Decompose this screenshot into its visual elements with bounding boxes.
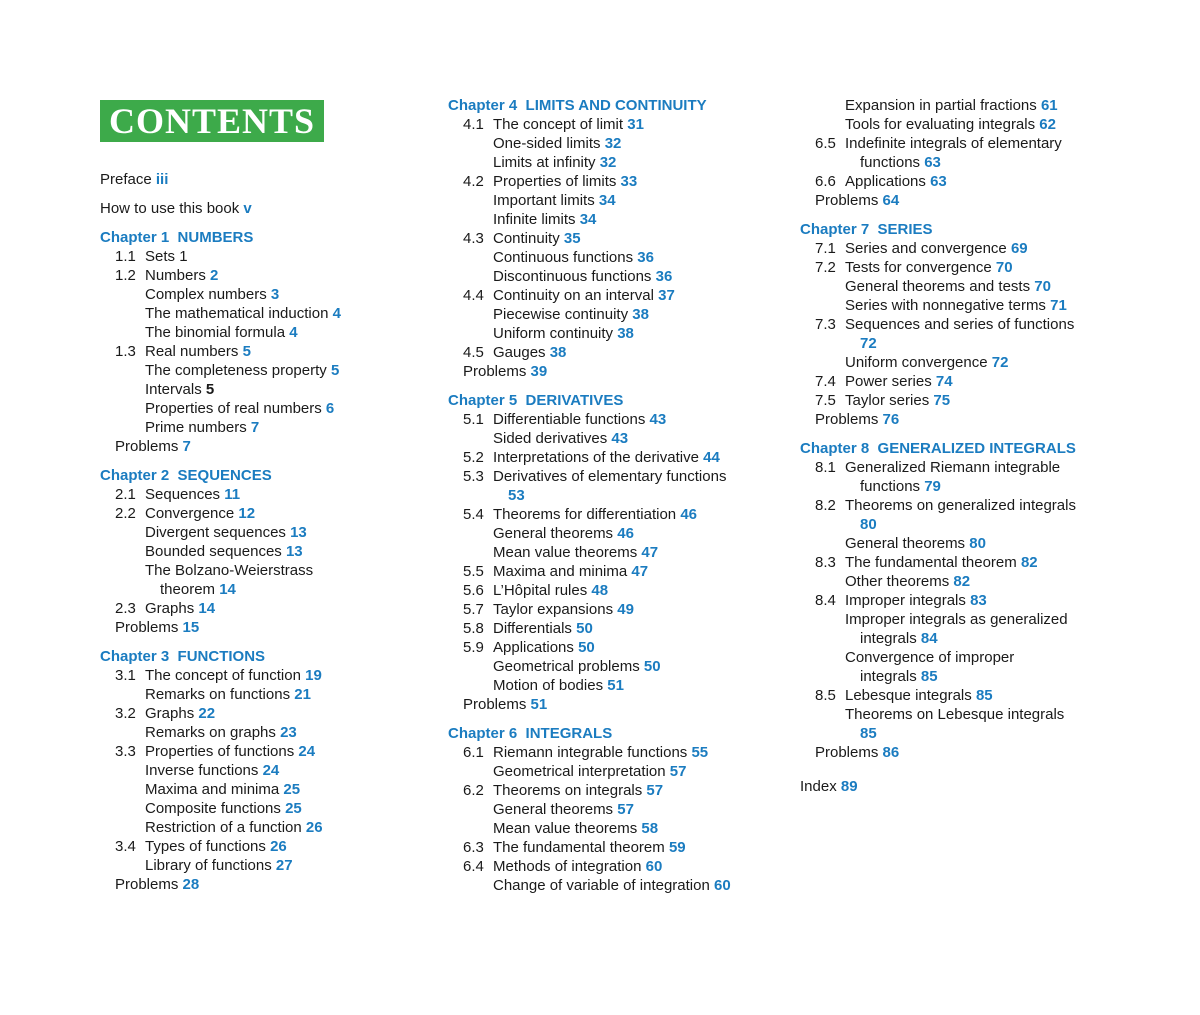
- chapter-heading-7[interactable]: Chapter 7 SERIES: [800, 221, 933, 238]
- toc-section-7-1[interactable]: 7.1 Series and convergence 69: [815, 240, 1028, 257]
- toc-section-2-2[interactable]: 2.2 Convergence 12: [115, 505, 256, 522]
- toc-section-8-5[interactable]: 8.5 Lebesque integrals 85: [815, 687, 993, 704]
- toc-section-6-2[interactable]: 6.2 Theorems on integrals 57: [463, 782, 664, 799]
- toc-subsection[interactable]: The Bolzano-Weierstrass: [145, 562, 314, 579]
- toc-section-8-1[interactable]: 8.1 Generalized Riemann integrable: [815, 459, 1061, 476]
- toc-section-2-1[interactable]: 2.1 Sequences 11: [115, 486, 241, 503]
- toc-section-7-2[interactable]: 7.2 Tests for convergence 70: [815, 259, 1013, 276]
- toc-subsection[interactable]: Continuous functions 36: [493, 249, 654, 266]
- toc-section-continued[interactable]: 72: [860, 335, 877, 352]
- contents-title: CONTENTS: [100, 100, 324, 142]
- toc-column-left: [100, 100, 420, 894]
- toc-subsection[interactable]: Theorems on Lebesque integrals: [845, 706, 1065, 723]
- toc-subsection[interactable]: Convergence of improper: [845, 649, 1015, 666]
- toc-problems[interactable]: Problems 28: [115, 876, 200, 893]
- toc-subsection[interactable]: Important limits 34: [493, 192, 616, 209]
- toc-entry-how-to-use[interactable]: How to use this book v: [100, 200, 252, 217]
- chapter-heading-1[interactable]: Chapter 1 NUMBERS: [100, 229, 254, 246]
- toc-section-7-5[interactable]: 7.5 Taylor series 75: [815, 392, 951, 409]
- toc-section-4-3[interactable]: 4.3 Continuity 35: [463, 230, 581, 247]
- toc-subsection[interactable]: Geometrical interpretation 57: [493, 763, 687, 780]
- toc-section-4-4[interactable]: 4.4 Continuity on an interval 37: [463, 287, 675, 304]
- toc-subsection[interactable]: Complex numbers 3: [145, 286, 280, 303]
- toc-subsection[interactable]: General theorems 46: [493, 525, 634, 542]
- toc-subsection[interactable]: Uniform convergence 72: [845, 354, 1009, 371]
- toc-section-5-3[interactable]: 5.3 Derivatives of elementary functions: [463, 468, 727, 485]
- toc-section-3-3[interactable]: 3.3 Properties of functions 24: [115, 743, 316, 760]
- toc-section-1-1[interactable]: 1.1 Sets 1: [115, 248, 188, 265]
- toc-subsection[interactable]: Geometrical problems 50: [493, 658, 661, 675]
- toc-subsection[interactable]: Sided derivatives 43: [493, 430, 629, 447]
- toc-column-middle: [448, 96, 778, 895]
- toc-subsection[interactable]: Bounded sequences 13: [145, 543, 303, 560]
- toc-entry-index[interactable]: Index 89: [800, 778, 858, 795]
- toc-entry-preface[interactable]: Preface iii: [100, 171, 169, 188]
- toc-subsection[interactable]: Improper integrals as generalized: [845, 611, 1068, 628]
- toc-problems[interactable]: Problems 86: [815, 744, 900, 761]
- toc-subsection[interactable]: The binomial formula 4: [145, 324, 298, 341]
- toc-subsection[interactable]: Limits at infinity 32: [493, 154, 617, 171]
- toc-section-5-8[interactable]: 5.8 Differentials 50: [463, 620, 593, 637]
- toc-section-6-1[interactable]: 6.1 Riemann integrable functions 55: [463, 744, 709, 761]
- toc-subsection[interactable]: Expansion in partial fractions 61: [845, 97, 1058, 114]
- toc-section-5-6[interactable]: 5.6 L’Hôpital rules 48: [463, 582, 609, 599]
- toc-section-5-7[interactable]: 5.7 Taylor expansions 49: [463, 601, 634, 618]
- toc-section-continued[interactable]: functions 63: [860, 154, 941, 171]
- toc-problems[interactable]: Problems 39: [463, 363, 548, 380]
- toc-section-5-9[interactable]: 5.9 Applications 50: [463, 639, 595, 656]
- toc-subsection[interactable]: Piecewise continuity 38: [493, 306, 649, 323]
- toc-section-4-2[interactable]: 4.2 Properties of limits 33: [463, 173, 638, 190]
- toc-section-6-3[interactable]: 6.3 The fundamental theorem 59: [463, 839, 686, 856]
- toc-section-7-4[interactable]: 7.4 Power series 74: [815, 373, 953, 390]
- toc-subsection[interactable]: Mean value theorems 58: [493, 820, 659, 837]
- toc-subsection[interactable]: General theorems and tests 70: [845, 278, 1051, 295]
- toc-section-5-2[interactable]: 5.2 Interpretations of the derivative 44: [463, 449, 720, 466]
- toc-subsection[interactable]: Other theorems 82: [845, 573, 971, 590]
- toc-subsection[interactable]: Uniform continuity 38: [493, 325, 634, 342]
- toc-section-continued[interactable]: 53: [508, 487, 525, 504]
- toc-section-5-5[interactable]: 5.5 Maxima and minima 47: [463, 563, 649, 580]
- toc-section-4-5[interactable]: 4.5 Gauges 38: [463, 344, 567, 361]
- chapter-heading-6[interactable]: Chapter 6 INTEGRALS: [448, 725, 613, 742]
- toc-problems[interactable]: Problems 7: [115, 438, 191, 455]
- toc-subsection[interactable]: Infinite limits 34: [493, 211, 597, 228]
- toc-problems[interactable]: Problems 51: [463, 696, 548, 713]
- toc-section-continued[interactable]: 80: [860, 516, 877, 533]
- toc-section-8-4[interactable]: 8.4 Improper integrals 83: [815, 592, 987, 609]
- toc-subsection[interactable]: Divergent sequences 13: [145, 524, 307, 541]
- toc-section-2-3[interactable]: 2.3 Graphs 14: [115, 600, 216, 617]
- chapter-heading-2[interactable]: Chapter 2 SEQUENCES: [100, 467, 272, 484]
- toc-subsection[interactable]: Library of functions 27: [145, 857, 293, 874]
- toc-section-8-3[interactable]: 8.3 The fundamental theorem 82: [815, 554, 1038, 571]
- toc-subsection-continued[interactable]: integrals 84: [860, 630, 938, 647]
- toc-subsection[interactable]: Series with nonnegative terms 71: [845, 297, 1067, 314]
- toc-subsection[interactable]: The completeness property 5: [145, 362, 340, 379]
- toc-section-5-1[interactable]: 5.1 Differentiable functions 43: [463, 411, 667, 428]
- toc-column-right: [800, 96, 1120, 796]
- toc-subsection[interactable]: Motion of bodies 51: [493, 677, 624, 694]
- toc-subsection[interactable]: Prime numbers 7: [145, 419, 260, 436]
- toc-section-4-1[interactable]: 4.1 The concept of limit 31: [463, 116, 644, 133]
- toc-subsection[interactable]: General theorems 80: [845, 535, 986, 552]
- toc-subsection[interactable]: Remarks on functions 21: [145, 686, 311, 703]
- toc-subsection[interactable]: Properties of real numbers 6: [145, 400, 335, 417]
- toc-subsection[interactable]: Change of variable of integration 60: [493, 877, 731, 894]
- chapter-heading-5[interactable]: Chapter 5 DERIVATIVES: [448, 392, 624, 409]
- toc-problems[interactable]: Problems 15: [115, 619, 200, 636]
- toc-section-1-3[interactable]: 1.3 Real numbers 5: [115, 343, 251, 360]
- toc-subsection[interactable]: The mathematical induction 4: [145, 305, 341, 322]
- toc-subsection-continued[interactable]: theorem 14: [160, 581, 236, 598]
- toc-subsection[interactable]: Discontinuous functions 36: [493, 268, 673, 285]
- chapter-heading-3[interactable]: Chapter 3 FUNCTIONS: [100, 648, 266, 665]
- toc-subsection[interactable]: Remarks on graphs 23: [145, 724, 297, 741]
- toc-section-8-2[interactable]: 8.2 Theorems on generalized integrals: [815, 497, 1076, 514]
- toc-problems[interactable]: Problems 64: [815, 192, 900, 209]
- toc-section-5-4[interactable]: 5.4 Theorems for differentiation 46: [463, 506, 698, 523]
- toc-subsection-continued[interactable]: integrals 85: [860, 668, 938, 685]
- toc-subsection[interactable]: Inverse functions 24: [145, 762, 280, 779]
- toc-section-3-4[interactable]: 3.4 Types of functions 26: [115, 838, 287, 855]
- toc-subsection[interactable]: General theorems 57: [493, 801, 634, 818]
- toc-section-3-1[interactable]: 3.1 The concept of function 19: [115, 667, 322, 684]
- toc-section-6-5[interactable]: 6.5 Indefinite integrals of elementary: [815, 135, 1062, 152]
- toc-subsection[interactable]: Maxima and minima 25: [145, 781, 301, 798]
- toc-subsection[interactable]: One-sided limits 32: [493, 135, 622, 152]
- toc-section-6-6[interactable]: 6.6 Applications 63: [815, 173, 947, 190]
- toc-subsection[interactable]: Restriction of a function 26: [145, 819, 323, 836]
- toc-section-6-4[interactable]: 6.4 Methods of integration 60: [463, 858, 663, 875]
- chapter-heading-4[interactable]: Chapter 4 LIMITS AND CONTINUITY: [448, 97, 707, 114]
- toc-subsection[interactable]: Intervals 5: [145, 381, 215, 398]
- toc-subsection-continued[interactable]: 85: [860, 725, 877, 742]
- toc-section-1-2[interactable]: 1.2 Numbers 2: [115, 267, 219, 284]
- chapter-heading-8[interactable]: Chapter 8 GENERALIZED INTEGRALS: [800, 440, 1076, 457]
- toc-problems[interactable]: Problems 76: [815, 411, 900, 428]
- toc-subsection[interactable]: Mean value theorems 47: [493, 544, 659, 561]
- toc-subsection[interactable]: Composite functions 25: [145, 800, 302, 817]
- toc-section-7-3[interactable]: 7.3 Sequences and series of functions: [815, 316, 1075, 333]
- toc-subsection[interactable]: Tools for evaluating integrals 62: [845, 116, 1056, 133]
- toc-section-continued[interactable]: functions 79: [860, 478, 941, 495]
- toc-section-3-2[interactable]: 3.2 Graphs 22: [115, 705, 216, 722]
